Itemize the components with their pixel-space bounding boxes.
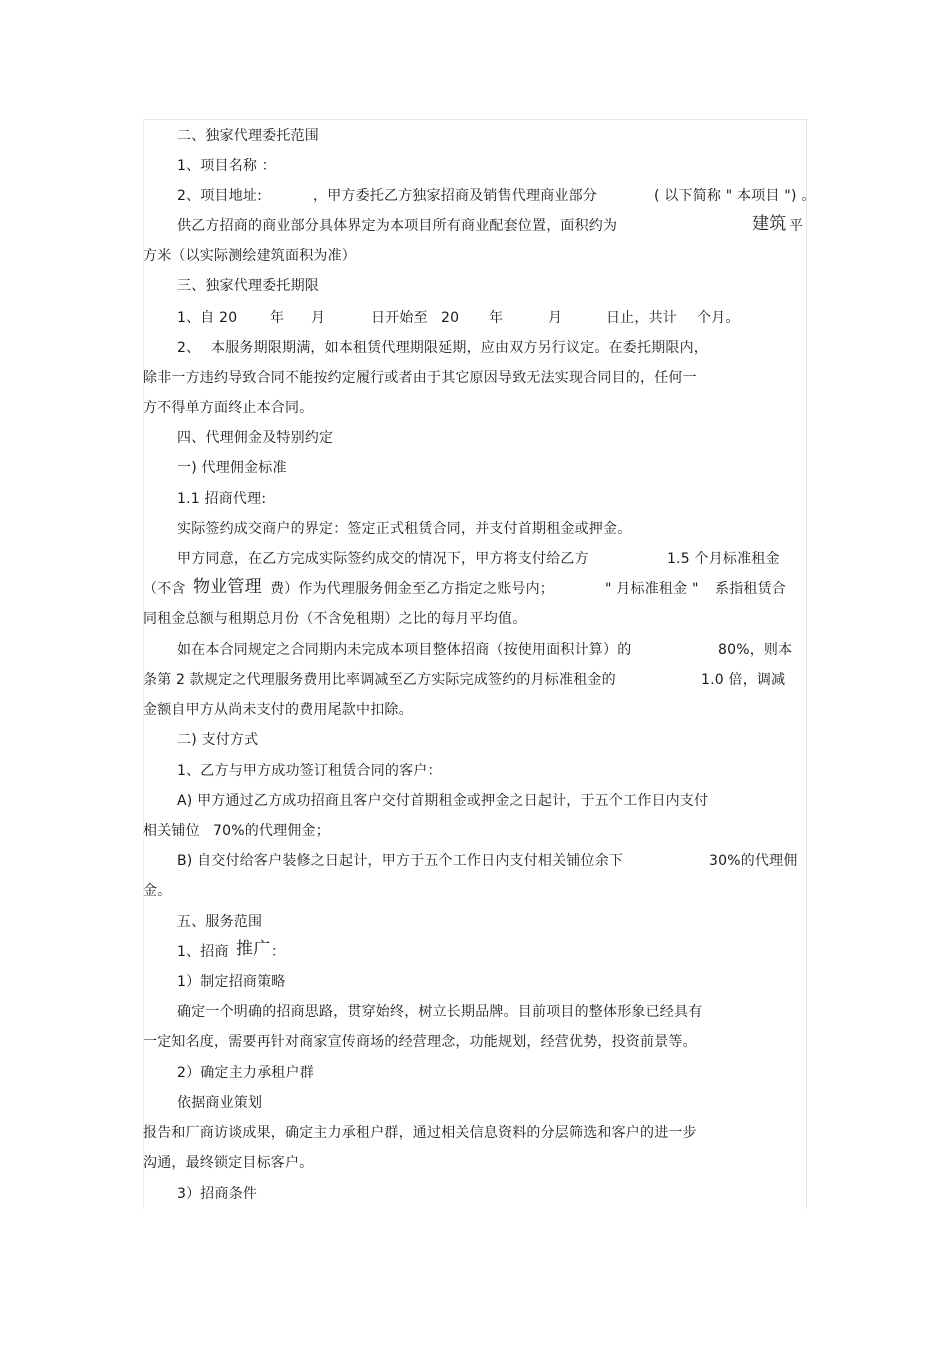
term-end-day-text: 日止，共计 <box>606 310 677 326</box>
subsection-commission-standard: 一) 代理佣金标准 <box>177 460 287 476</box>
commission-months-value: 1.5 个月标准租金 <box>667 551 780 567</box>
payment-clause-a-shop: 相关铺位 <box>143 823 200 839</box>
rate-reduction-value: 1.0 倍，调减 <box>701 672 786 688</box>
commission-property-fee-term: 物业管理 <box>193 577 262 597</box>
payment-clause-1: 1、乙方与甲方成功签订租赁合同的客户： <box>177 763 442 779</box>
incomplete-leasing-percent: 80%，则本 <box>718 642 793 658</box>
project-address-text: ，甲方委托乙方独家招商及销售代理商业部分 <box>313 188 597 204</box>
project-address-label: 2、项目地址: <box>177 188 263 204</box>
leasing-conditions-heading: 3）招商条件 <box>177 1186 258 1202</box>
term-clause-2-number: 2、 <box>177 340 201 356</box>
term-months-text: 个月。 <box>697 310 740 326</box>
term-clause-2-line-1: 本服务期限期满，如本租赁代理期限延期，应由双方另行议定。在委托期限内， <box>211 340 708 356</box>
term-clause-2-line-3: 方不得单方面终止本合同。 <box>143 400 314 416</box>
section-title-term: 三、独家代理委托期限 <box>177 278 319 294</box>
payment-clause-b-line-2: 金。 <box>143 883 172 899</box>
deduction-clause: 金额自甲方从尚未支付的费用尾款中扣除。 <box>143 702 413 718</box>
monthly-rent-definition-start: 系指租赁合 <box>715 581 786 597</box>
subsection-payment-method: 二) 支付方式 <box>177 732 259 748</box>
anchor-tenant-text-line-2: 报告和厂商访谈成果，确定主力承租户群，通过相关信息资料的分层筛选和客户的进一步 <box>143 1125 697 1141</box>
payment-clause-b-line-1: B) 自交付给客户装修之日起计，甲方于五个工作日内支付相关铺位余下 <box>177 853 624 869</box>
commercial-area-text: 供乙方招商的商业部分具体界定为本项目所有商业配套位置，面积约为 <box>177 218 618 234</box>
anchor-tenant-heading: 2）确定主力承租户群 <box>177 1065 314 1081</box>
term-start-month-unit: 月 <box>311 310 326 326</box>
anchor-tenant-text-line-3: 沟通，最终锁定目标客户。 <box>143 1155 314 1171</box>
definition-signed-tenant: 实际签约成交商户的界定：签定正式租赁合同，并支付首期租金或押金。 <box>177 521 632 537</box>
section-title-commission: 四、代理佣金及特别约定 <box>177 430 334 446</box>
term-start-day-text: 日开始至 <box>371 310 428 326</box>
payment-clause-a-percent: 70%的代理佣金； <box>213 823 330 839</box>
term-end-month-unit: 月 <box>548 310 563 326</box>
incomplete-leasing-clause: 如在本合同规定之合同期内未完成本项目整体招商（按使用面积计算）的 <box>177 642 632 658</box>
commercial-area-note: 方米（以实际测绘建筑面积为准） <box>143 248 356 264</box>
term-clause-2-line-2: 除非一方违约导致合同不能按约定履行或者由于其它原因导致无法实现合同目的，任何一 <box>143 370 697 386</box>
commercial-area-unit-building: 建筑 <box>752 214 787 234</box>
project-alias-text: ( 以下简称 " 本项目 ") 。 <box>654 188 816 204</box>
term-end-year: 20 <box>441 310 460 326</box>
rate-reduction-clause: 条第 2 款规定之代理服务费用比率调减至乙方实际完成签约的月标准租金的 <box>143 672 616 688</box>
monthly-rent-definition-end: 同租金总额与租期总月份（不含免租期）之比的每月平均值。 <box>143 611 527 627</box>
term-start-year-unit: 年 <box>270 310 285 326</box>
payment-clause-b-percent: 30%的代理佣 <box>709 853 798 869</box>
commission-clause-text: 甲方同意，在乙方完成实际签约成交的情况下，甲方将支付给乙方 <box>177 551 589 567</box>
project-name-line: 1、项目名称 ： <box>177 158 276 174</box>
section-title-service-scope: 五、服务范围 <box>177 914 263 930</box>
commission-exclude-open: （不含 <box>143 581 186 597</box>
item-leasing-agency: 1.1 招商代理: <box>177 491 267 507</box>
section-title-agency-scope: 二、独家代理委托范围 <box>177 128 319 144</box>
monthly-rent-term: " 月标准租金 " <box>605 581 699 597</box>
commercial-area-unit-ping: 平 <box>789 218 804 234</box>
term-start-year: 1、自 20 <box>177 310 238 326</box>
term-end-year-unit: 年 <box>489 310 504 326</box>
strategy-heading: 1）制定招商策略 <box>177 974 286 990</box>
service-item-1-promotion: 推广 <box>236 939 271 959</box>
commission-account-text: 费）作为代理服务佣金至乙方指定之账号内； <box>270 581 554 597</box>
service-item-1-colon: ： <box>271 944 286 960</box>
strategy-text-line-2: 一定知名度，需要再针对商家宣传商场的经营理念，功能规划，经营优势，投资前景等。 <box>143 1034 697 1050</box>
payment-clause-a-line-1: A) 甲方通过乙方成功招商且客户交付首期租金或押金之日起计，于五个工作日内支付 <box>177 793 709 809</box>
anchor-tenant-text-line-1: 依据商业策划 <box>177 1095 263 1111</box>
strategy-text-line-1: 确定一个明确的招商思路，贯穿始终，树立长期品牌。目前项目的整体形象已经具有 <box>177 1004 703 1020</box>
service-item-1-label: 1、招商 <box>177 944 229 960</box>
